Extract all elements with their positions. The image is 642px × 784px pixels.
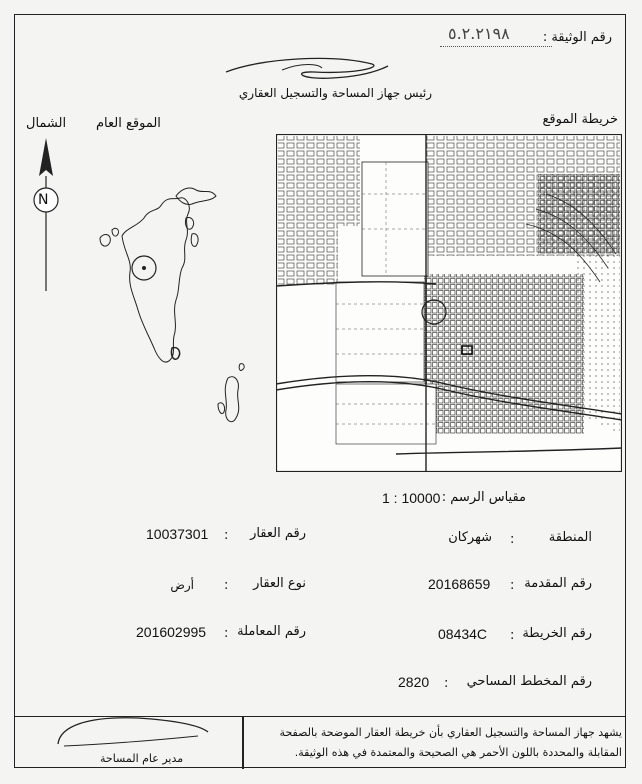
- application-no-value: 20168659: [428, 576, 491, 592]
- property-type-sep: :: [224, 578, 229, 593]
- property-no-value: 10037301: [146, 526, 209, 542]
- footer-divider: [242, 717, 244, 769]
- property-no-sep: :: [224, 528, 229, 543]
- transaction-no-value: 201602995: [136, 624, 207, 640]
- location-map-label: خريطة الموقع: [542, 112, 618, 127]
- map-no-value: 08434C: [438, 626, 488, 642]
- certification-line-1: يشهد جهاز المساحة والتسجيل العقاري بأن خريطة العقار الموضحة بالصفحة: [279, 726, 622, 739]
- property-type-value: أرض: [170, 578, 194, 592]
- doc-number-label: رقم الوثيقة :: [542, 30, 612, 45]
- property-type-label: نوع العقار: [253, 576, 306, 591]
- doc-number-dotted-line: [440, 46, 552, 47]
- north-label: الشمال: [26, 116, 67, 131]
- region-sep: :: [510, 532, 515, 547]
- map-no-sep: :: [510, 628, 515, 643]
- survey-plan-value: 2820: [398, 674, 430, 690]
- scale-value: 1 : 10000: [382, 490, 441, 506]
- scale-label: مقياس الرسم :: [441, 490, 526, 505]
- director-signature: [48, 710, 218, 754]
- map-no-label: رقم الخريطة: [522, 626, 592, 641]
- president-signature: [222, 52, 392, 86]
- doc-number-value: ٥.٢.٢١٩٨: [448, 24, 510, 43]
- certification-line-2: المقابلة والمحددة باللون الأحمر هي الصحيحة والمعتمدة في هذه الوثيقة.: [294, 746, 622, 759]
- north-arrow-icon: [26, 136, 66, 296]
- survey-plan-sep: :: [444, 676, 449, 691]
- survey-plan-label: رقم المخطط المساحي: [466, 674, 592, 689]
- region-value: شهركان: [448, 530, 492, 545]
- property-no-label: رقم العقار: [250, 526, 306, 541]
- region-label: المنطقة: [548, 530, 592, 545]
- transaction-no-sep: :: [224, 626, 229, 641]
- location-map: [276, 134, 622, 472]
- general-location-map: [92, 178, 262, 448]
- general-location-label: الموقع العام: [96, 116, 161, 131]
- director-title: مدير عام المساحة: [100, 752, 184, 765]
- signatory-title: رئيس جهاز المساحة والتسجيل العقاري: [238, 86, 432, 100]
- application-no-label: رقم المقدمة: [524, 576, 592, 591]
- application-no-sep: :: [510, 578, 515, 593]
- north-letter: N: [38, 192, 49, 208]
- transaction-no-label: رقم المعاملة: [237, 624, 306, 639]
